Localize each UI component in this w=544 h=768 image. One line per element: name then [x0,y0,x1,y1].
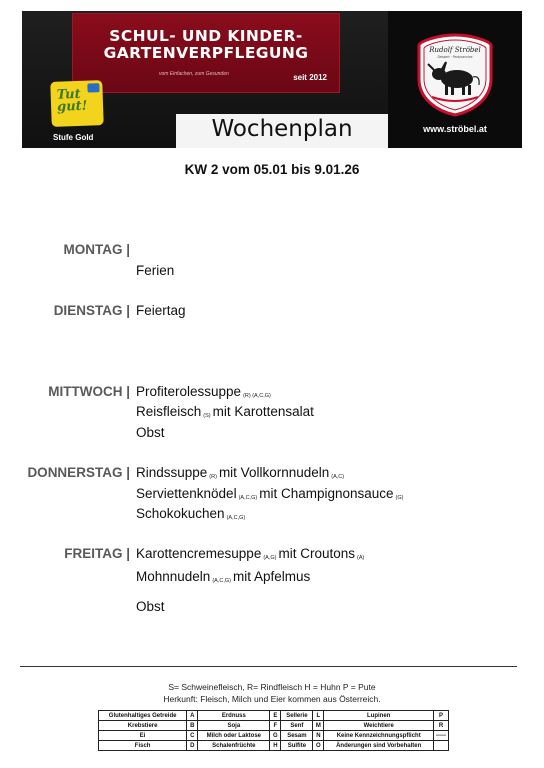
banner-line-2: GARTENVERPFLEGUNG [103,44,309,62]
dish-name: Reisfleisch [136,404,202,419]
table-cell: Sulfite [281,741,313,751]
allergen-code: (A,C,G) [226,515,246,521]
table-row [99,741,449,751]
day-name: MITTWOCH [48,384,123,399]
table-cell: Keine Kennzeichnungspflicht [324,731,434,741]
footer-divider [20,666,517,667]
tuesday-line-1: Feiertag [136,303,186,318]
dish-rest: mit Apfelmus [232,569,311,584]
banner-red-box [72,13,340,93]
friday-line-3: Obst [136,599,165,614]
allergen-code: (S) [203,413,211,419]
tut-gut-badge-logo [50,80,104,127]
allergen-code: (R) (A,C,G) [243,393,271,399]
dish-rest: mit Champignonsauce [259,486,394,501]
logo-name: Rudolf Ströbel [429,46,481,54]
day-separator: | [126,546,130,561]
day-name: MONTAG [63,242,123,257]
day-separator: | [126,384,130,399]
table-cell: H [270,741,281,751]
allergen-code: (A,G) [263,555,277,561]
dish-rest: mit Croutons [278,546,355,561]
day-label-wednesday [48,384,130,399]
day-label-thursday [27,465,130,480]
table-cell: P [434,711,449,721]
table-cell: N [313,731,324,741]
table-cell: Erdnuss [198,711,270,721]
table-cell: Glutenhaltiges Getreide [99,711,187,721]
wednesday-line-1 [136,384,273,399]
badge-text-line-2: gut! [56,98,88,115]
table-row [99,721,449,731]
day-separator: | [126,465,130,480]
website-text: www.ströbel.at [423,124,487,134]
stroebel-shield-logo [417,33,493,117]
day-label-friday [64,546,130,561]
table-cell: F [270,721,281,731]
table-row [99,711,449,721]
allergen-code: (A,C) [331,474,345,480]
allergen-code: (A,C,G) [212,578,231,584]
banner-title [73,28,339,62]
day-label-monday [63,242,130,257]
banner-right-panel [388,11,522,148]
day-separator: | [126,242,130,257]
allergen-table [98,710,449,751]
table-cell: Senf [281,721,313,731]
dish-name: Karottencremesuppe [136,546,262,561]
table-cell: Sesam [281,731,313,741]
thursday-line-1 [136,465,346,480]
page-title: Wochenplan [211,116,353,142]
week-heading: KW 2 vom 05.01 bis 9.01.26 [184,162,360,177]
dish-name: Schokokuchen [136,506,225,521]
banner-left-panel [22,11,388,148]
badge-text-line-1: Tut [56,86,81,103]
table-cell: Soja [198,721,270,731]
table-cell: Lupinen [324,711,434,721]
table-cell: Sellerie [281,711,313,721]
banner-line-1: SCHUL- UND KINDER- [109,27,303,45]
badge-text [56,86,88,115]
legend-origin: Herkunft: Fleisch, Milch und Eier kommen aus Österreich. [163,694,381,704]
day-name: FREITAG [64,546,123,561]
dish-name: Mohnnudeln [136,569,211,584]
wednesday-line-3: Obst [136,425,165,440]
friday-line-1 [136,546,366,561]
allergen-code: (A,C,G) [238,495,258,501]
wednesday-line-2 [136,404,314,419]
table-cell: G [270,731,281,741]
dish-name: Profiterolessuppe [136,384,242,399]
day-label-tuesday [54,303,130,318]
table-cell: Fisch [99,741,187,751]
table-cell: Änderungen sind Vorbehalten [324,741,434,751]
header-banner [22,11,522,148]
dish-rest: mit Vollkornnudeln [218,465,330,480]
table-cell: O [313,741,324,751]
table-cell: Weichtiere [324,721,434,731]
thursday-line-3 [136,506,247,521]
table-row [99,731,449,741]
banner-since: seit 2012 [293,73,327,82]
day-separator: | [126,303,130,318]
table-cell: B [187,721,198,731]
table-cell: Milch oder Laktose [198,731,270,741]
table-cell: M [313,721,324,731]
allergen-code: (R) [209,474,217,480]
table-cell [434,741,449,751]
logo-sub: Dessert · Partyservice [437,55,473,59]
table-cell: C [187,731,198,741]
table-cell: A [187,711,198,721]
dish-name: Rindssuppe [136,465,208,480]
flag-icon [87,83,99,92]
legend-meat: S= Schweinefleisch, R= Rindfleisch H = Huhn P = Pute [168,682,376,692]
table-cell: Ei [99,731,187,741]
monday-line-1: Ferien [136,263,175,278]
table-cell: R [434,721,449,731]
table-cell: Schalenfrüchte [198,741,270,751]
table-cell: D [187,741,198,751]
table-cell: Krebstiere [99,721,187,731]
table-cell: L [313,711,324,721]
banner-tagline: vom Einfachen, zum Gesunden [159,71,229,77]
day-name: DIENSTAG [53,303,123,318]
allergen-code: (A) [357,555,365,561]
badge-caption: Stufe Gold [53,133,94,142]
title-box [176,114,388,148]
allergen-code: (G) [395,495,404,501]
thursday-line-2 [136,486,406,501]
friday-line-2 [136,569,310,584]
table-cell: ----- [434,731,449,741]
dish-rest: mit Karottensalat [212,404,314,419]
table-cell: E [270,711,281,721]
dish-name: Serviettenknödel [136,486,237,501]
day-name: DONNERSTAG [27,465,123,480]
